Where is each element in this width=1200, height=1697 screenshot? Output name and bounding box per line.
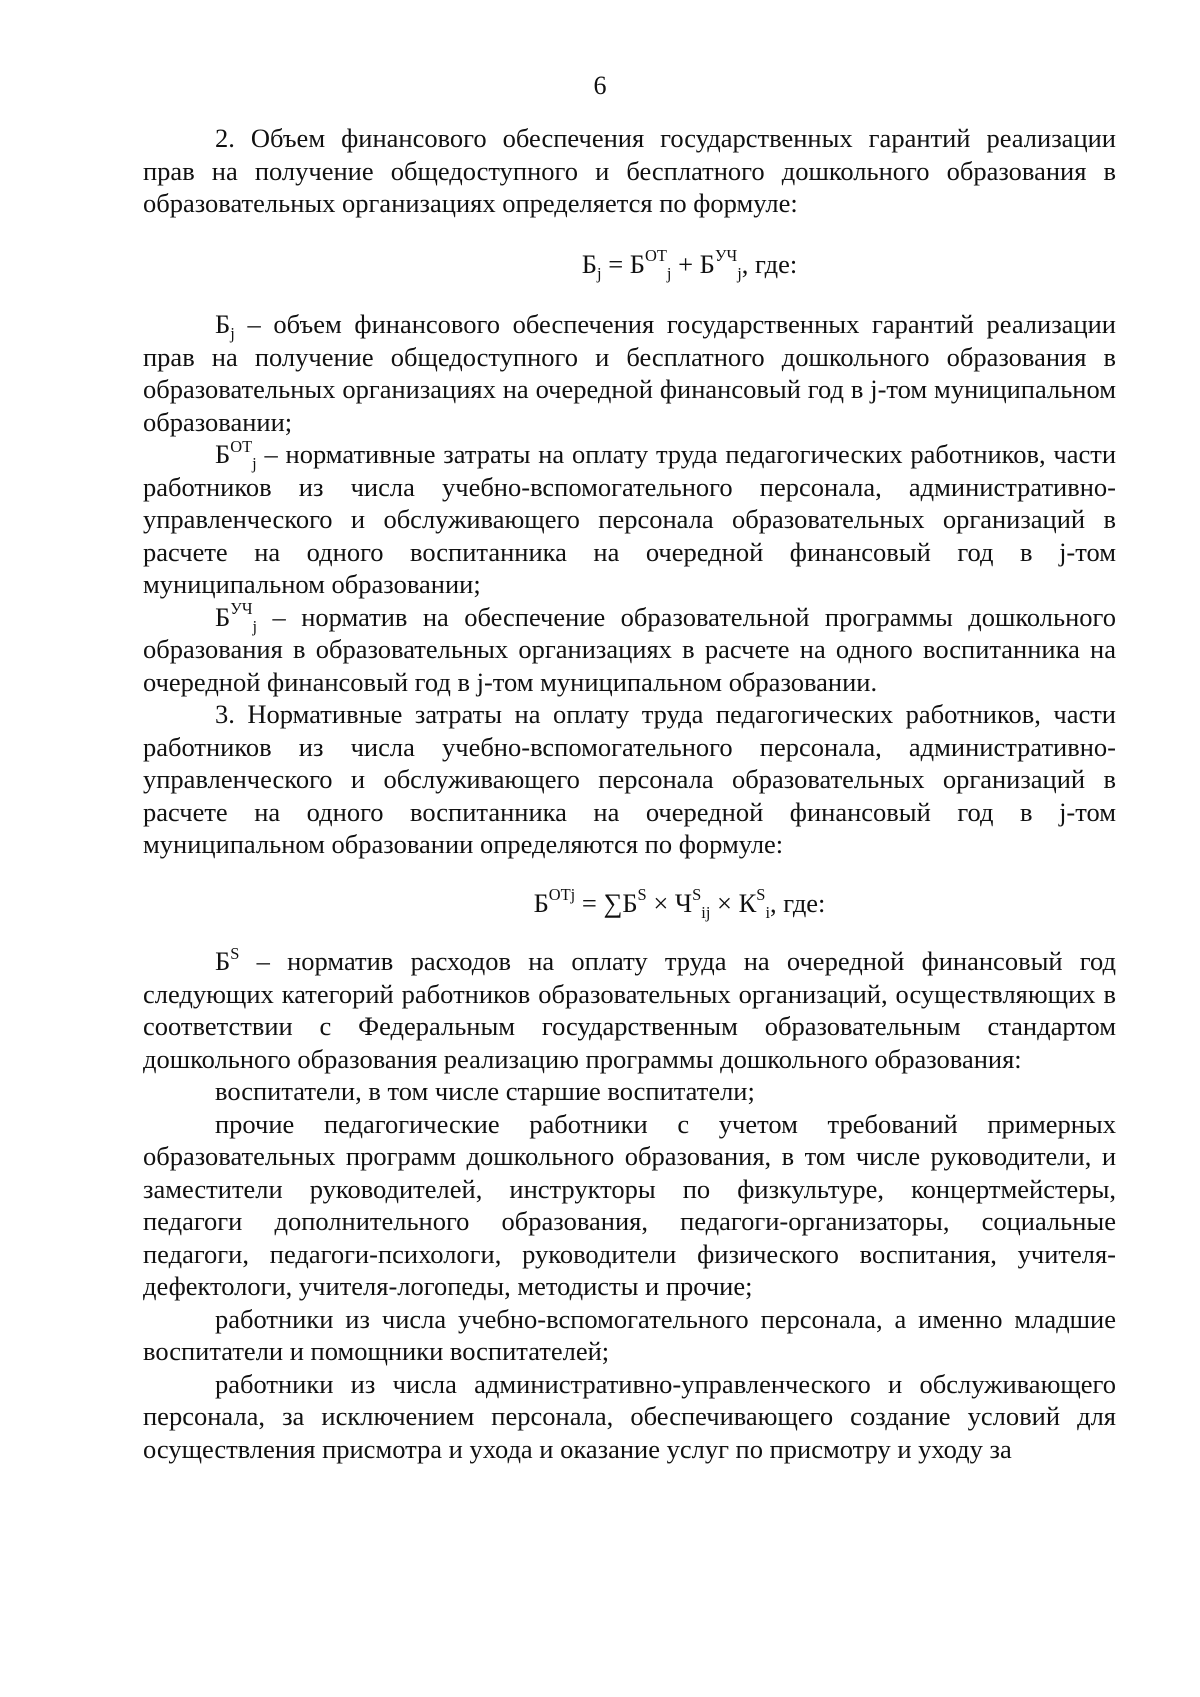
definition-b-uch: $Б^{УЧ}_j$ – норматив на обеспечение образовательной программы дошкольного образования в образовательных организациях в расчете на одного воспитанника на очередной финансовый год в j-том муниципальном образовании. — [143, 599, 1116, 697]
formula-symbol: Б — [699, 248, 715, 279]
formula-labor-costs: $Б^{ОТj} = \sum Б^S \times Ч^S_{ij} \times К^S_i$, где: — [533, 885, 826, 922]
category-item-3: работники из числа учебно-вспомогательного персонала, а именно младшие воспитатели и помощники воспитателей; — [143, 1303, 1116, 1366]
formula-superscript: УЧ — [714, 246, 738, 266]
document-body — [143, 122, 1116, 1465]
category-item-2: прочие педагогические работники с учетом требований примерных образовательных программ дошкольного образования, в том числе руководители, и заместители руководителей, инструкторы по физкультуре, концертмейстеры, педагоги дополнительного образования, педагоги-организаторы, социальные педагоги, педагоги-психологи, руководители физического воспитания, учителя-дефектологи, учителя-логопеды, методисты и прочие; — [143, 1108, 1116, 1301]
definition-b-ot: $Б^{ОТ}_j$ – нормативные затраты на оплату труда педагогических работников, части работников из числа учебно-вспомогательного персонала, административно-управленческого и обслуживающего персонала образовательных организаций в расчете на одного воспитанника на очередной финансовый год в j-том муниципальном образовании; — [143, 436, 1116, 599]
formula-budget-total — [143, 248, 1116, 281]
formula-subscript: j — [737, 263, 742, 283]
formula-symbol: Б — [629, 248, 645, 279]
page-number: 6 — [593, 71, 607, 100]
formula-symbol: Б — [581, 248, 597, 279]
definition-b-s: $Б^S$ – норматив расходов на оплату труда на очередной финансовый год следующих категорий работников образовательных организаций, осуществляющих в соответствии с Федеральным государственным образовательным стандартом дошкольного образования реализацию программы дошкольного образования: — [143, 943, 1116, 1074]
paragraph-2-intro: 2. Объем финансового обеспечения государственных гарантий реализации прав на получение общедоступного и бесплатного дошкольного образования в образовательных организациях определяется по формуле: — [143, 123, 1116, 218]
formula-subscript: j — [666, 263, 672, 283]
formula-where: , где: — [741, 248, 798, 279]
category-item-1: воспитатели, в том числе старшие воспитатели; — [215, 1076, 755, 1106]
definition-b: $Б_j$ – объем финансового обеспечения государственных гарантий реализации прав на получение общедоступного и бесплатного дошкольного образования в образовательных организациях на очередной финансовый год в j-том муниципальном образовании; — [143, 309, 1116, 437]
formula-supsub: ОТ — [645, 246, 667, 266]
formula-operator: + — [671, 248, 700, 279]
formula-operator: = — [601, 248, 630, 279]
formula-subscript: j — [597, 263, 602, 283]
category-item-4: работники из числа административно-управленческого и обслуживающего персонала, за исключением персонала, обеспечивающего создание условий для осуществления присмотра и ухода и оказание услуг по присмотру и уходу за — [143, 1368, 1116, 1464]
paragraph-3-intro: 3. Нормативные затраты на оплату труда педагогических работников, части работников из числа учебно-вспомогательного персонала, административно-управленческого и обслуживающего персонала образовательных организаций в расчете на одного воспитанника на очередной финансовый год в j-том муниципальном образовании определяются по формуле: — [143, 699, 1116, 859]
